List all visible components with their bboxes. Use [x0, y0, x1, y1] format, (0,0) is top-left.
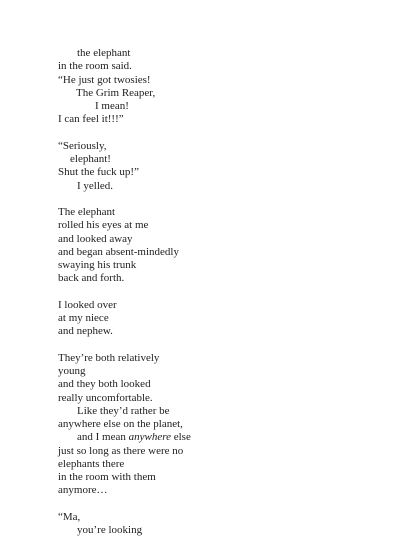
poem-line: I looked over	[58, 298, 117, 311]
poem-line-text: and I mean	[77, 431, 129, 444]
poem-line: “He just got twosies!	[58, 73, 151, 86]
stanza-break	[58, 286, 378, 299]
poem-line: I yelled.	[77, 179, 114, 192]
poem-line: just so long as there were no	[58, 444, 184, 457]
poem-line: They’re both relatively	[58, 351, 160, 364]
poem-line: anywhere else on the planet,	[58, 418, 183, 430]
poem-line: swaying his trunk	[58, 259, 137, 271]
poem-line-text: else	[170, 431, 191, 444]
stanza-break	[58, 193, 378, 206]
poem-line: and they both looked	[58, 378, 151, 391]
poem-line: elephant!	[70, 153, 111, 165]
poem-line: the elephant	[77, 47, 131, 59]
poem-line: I mean!	[95, 100, 129, 112]
poem-line: in the room with them	[58, 471, 156, 483]
poem-line: you’re looking	[77, 524, 143, 536]
poem-line: I can feel it!!!”	[58, 113, 124, 126]
stanza-break	[58, 127, 378, 140]
poem-line: Shut the fuck up!”	[58, 166, 139, 179]
poem-line: The Grim Reaper,	[76, 86, 156, 99]
poem-line: anymore…	[58, 484, 108, 497]
poem-line: and looked away	[58, 232, 133, 245]
poem-line: and nephew.	[58, 325, 113, 338]
poem-line: back and forth.	[58, 272, 125, 285]
emphasized-word: anywhere	[128, 431, 171, 444]
poem-line: The elephant	[58, 206, 116, 218]
poem-line: at my niece	[58, 312, 109, 324]
stanza-break	[58, 339, 378, 352]
poem-line: “Seriously,	[58, 139, 107, 152]
poem-line: “Ma,	[58, 510, 81, 523]
poem-line: really uncomfortable.	[58, 391, 153, 404]
poem-line	[58, 431, 378, 444]
poem-line: in the room said.	[58, 60, 132, 73]
poem-line: young	[58, 365, 86, 377]
poem-line: rolled his eyes at me	[58, 219, 149, 232]
stanza-break	[58, 498, 378, 511]
poem-line: elephants there	[58, 457, 125, 470]
poem-line: Like they’d rather be	[77, 404, 170, 417]
poem-line: and began absent-mindedly	[58, 245, 179, 258]
poem-text	[58, 47, 378, 537]
